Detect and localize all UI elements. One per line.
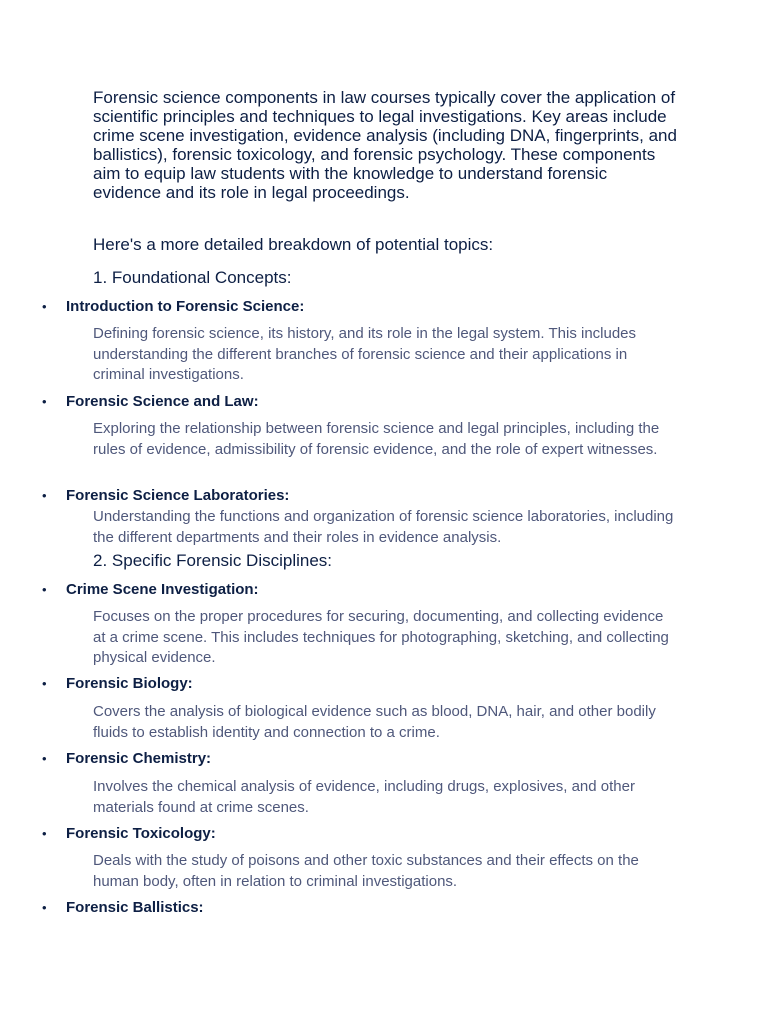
item-heading-text: Introduction to Forensic Science:: [66, 298, 305, 315]
list-item-heading: [42, 899, 204, 917]
list-item-heading: [42, 581, 259, 599]
intro-paragraph: Forensic science components in law courses typically cover the application of scientific principles and techniques to legal investigations. Key areas include crime scene investigation, evidence analysis (including DNA, fingerprints, and ballistics), forensic toxicology, and forensic psychology. These components aim to equip law students with the knowledge to understand forensic evidence and its role in legal proceedings.: [93, 88, 677, 202]
item-heading-text: Forensic Science Laboratories:: [66, 487, 290, 504]
item-heading-text: Forensic Toxicology:: [66, 825, 216, 842]
section-title-foundational: 1. Foundational Concepts:: [93, 268, 292, 287]
item-heading-text: Forensic Biology:: [66, 675, 193, 692]
bullet-icon: •: [42, 900, 47, 915]
bullet-icon: •: [42, 394, 47, 409]
list-item-description: Defining forensic science, its history, and its role in the legal system. This includes understanding the different branches of forensic science and their applications in criminal investigations.: [93, 325, 637, 383]
bullet-icon: •: [42, 676, 47, 691]
list-item-heading: [42, 675, 193, 693]
list-item-heading: [42, 825, 216, 843]
bullet-icon: •: [42, 751, 47, 766]
list-item-heading: [42, 298, 304, 316]
list-item-heading: [42, 750, 211, 768]
bullet-icon: •: [42, 582, 47, 597]
list-item-description: Deals with the study of poisons and other toxic substances and their effects on the human body, often in relation to criminal investigations.: [93, 852, 639, 890]
bullet-icon: •: [42, 488, 47, 503]
list-item-description: Involves the chemical analysis of evidence, including drugs, explosives, and other materials found at crime scenes.: [93, 778, 635, 816]
item-heading-text: Forensic Ballistics:: [66, 899, 204, 916]
list-item-heading: [42, 487, 289, 505]
breakdown-heading: Here's a more detailed breakdown of potential topics:: [93, 235, 494, 254]
bullet-icon: •: [42, 299, 47, 314]
item-heading-text: Forensic Chemistry:: [66, 750, 212, 767]
bullet-icon: •: [42, 826, 47, 841]
section-title-disciplines: 2. Specific Forensic Disciplines:: [93, 551, 333, 570]
item-heading-text: Forensic Science and Law:: [66, 393, 259, 410]
list-item-description: Covers the analysis of biological evidence such as blood, DNA, hair, and other bodily fluids to establish identity and connection to a crime.: [93, 703, 656, 741]
list-item-description: Focuses on the proper procedures for securing, documenting, and collecting evidence at a crime scene. This includes techniques for photographing, sketching, and collecting physical evidence.: [93, 608, 669, 666]
list-item-heading: [42, 393, 259, 411]
list-item-description: Understanding the functions and organization of forensic science laboratories, including the different departments and their roles in evidence analysis.: [93, 508, 674, 546]
item-heading-text: Crime Scene Investigation:: [66, 581, 259, 598]
list-item-description: Exploring the relationship between forensic science and legal principles, including the rules of evidence, admissibility of forensic evidence, and the role of expert witnesses.: [93, 420, 660, 458]
